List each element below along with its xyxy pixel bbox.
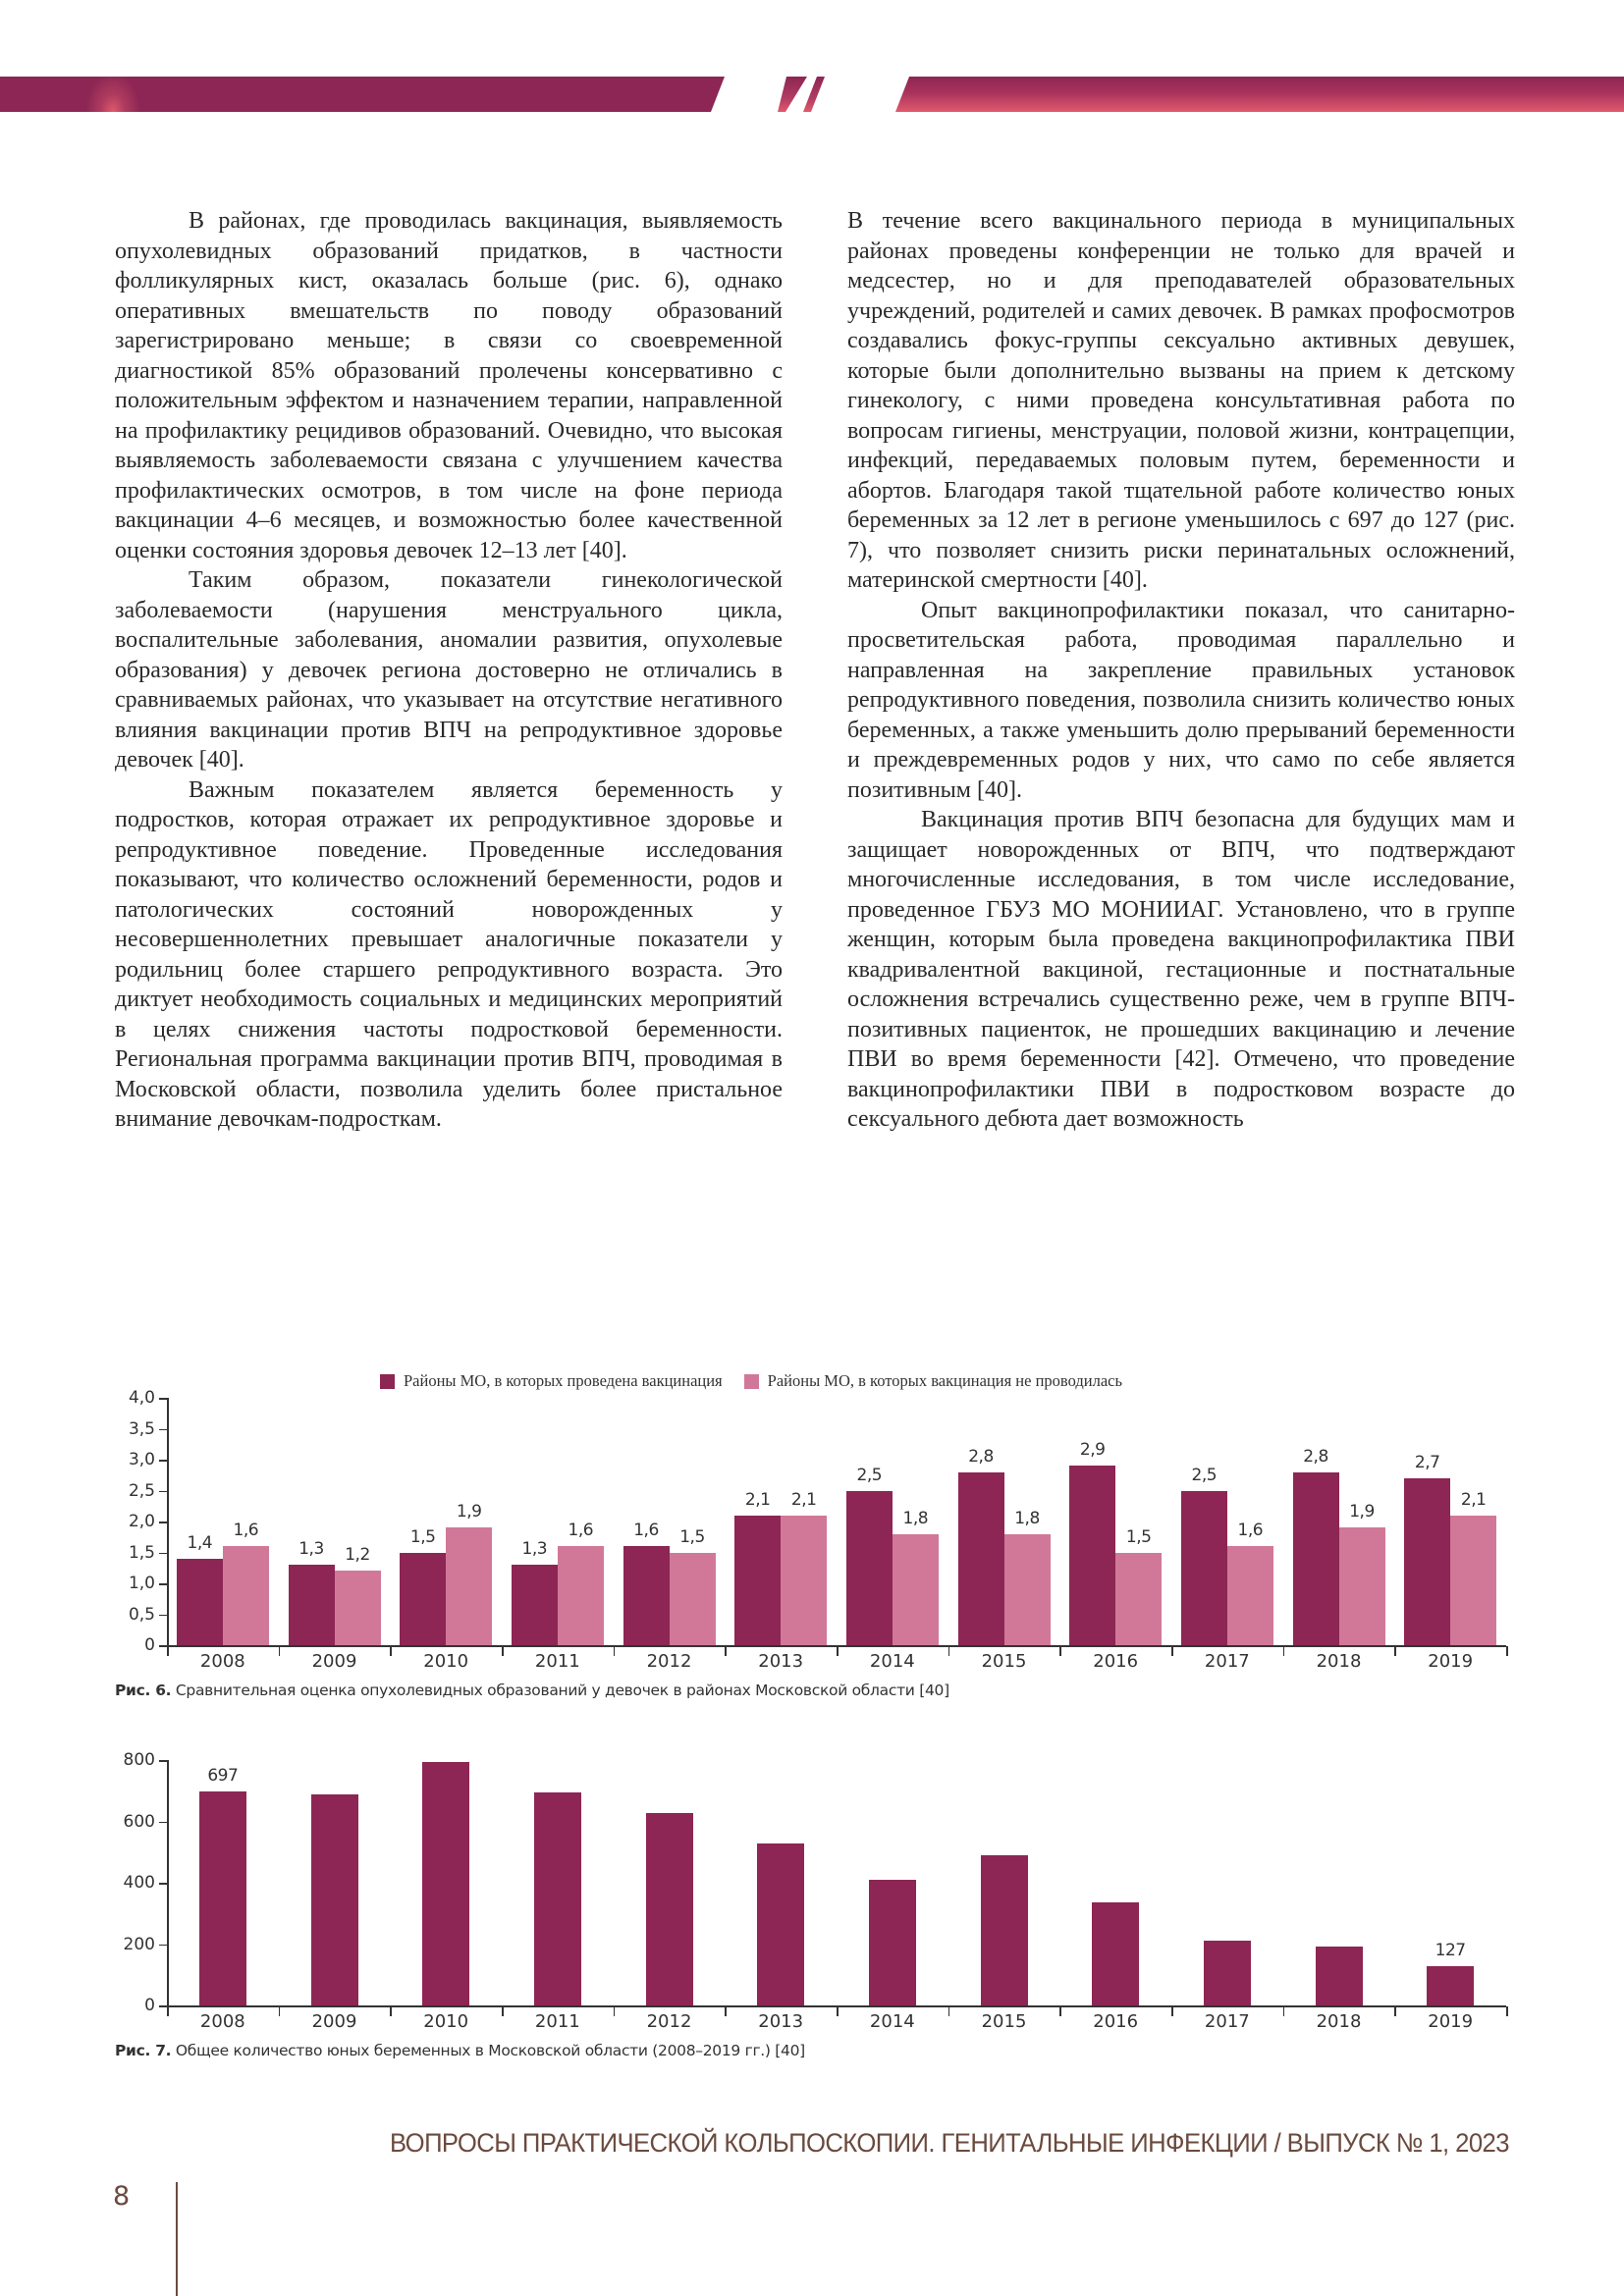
value-label: 2,8 bbox=[968, 1446, 994, 1467]
x-tick-label: 2009 bbox=[311, 1651, 357, 1672]
value-label: 1,4 bbox=[187, 1532, 213, 1553]
value-label: 2,8 bbox=[1303, 1446, 1328, 1467]
value-label: 127 bbox=[1435, 1941, 1466, 1961]
bar-2014-series-0 bbox=[869, 1880, 916, 2005]
value-label: 2,7 bbox=[1414, 1452, 1440, 1472]
figure-7-caption bbox=[115, 2042, 805, 2059]
value-label: 1,8 bbox=[1014, 1508, 1040, 1528]
paragraph: В течение всего вакцинального периода в муниципальных районах проведены конференции не только для врачей и медсестер, но и для преподавателей образовательных учреждений, родителей и самих девочек. В рамках профосмотров создавались фокус-группы сексуально активных девушек, которые были дополнительно вызваны на прием к детскому гинекологу, с ними проведена консультативная работа по вопросам гигиены, менструации, половой жизни, контрацепции, инфекций, передаваемых половым путем, беременности и абортов. Благодаря такой тщательной работе количество юных беременных за 12 лет в регионе уменьшилось с 697 до 127 (рис. 7), что позволяет снизить риски перинатальных осложнений, материнской смертности [40]. bbox=[847, 208, 1515, 593]
y-tick bbox=[159, 1822, 167, 1824]
bar-2018-series-0 bbox=[1316, 1947, 1363, 2005]
x-tick-label: 2018 bbox=[1316, 1651, 1362, 1672]
y-tick bbox=[159, 2005, 167, 2007]
paragraph: Важным показателем является беременность у подростков, которая отражает их репродуктивное здоровье и репродуктивное поведение. Проведенные исследования показывают, что количество осложнений беременности, родов и патологических состояний новорожденных у несовершеннолетних превышает аналогичные показатели у родильниц более старшего репродуктивного возраста. Это диктует необходимость социальных и медицинских мероприятий в целях снижения частоты подростковой беременности. Региональная программа вакцинации против ВПЧ, проводимая в Московской области, позволила уделить более пристальное внимание девочкам-подросткам. bbox=[115, 776, 783, 1132]
caption-text: Общее количество юных беременных в Московской области (2008–2019 гг.) [40] bbox=[171, 2042, 805, 2059]
y-tick-label: 600 bbox=[123, 1811, 155, 1832]
value-label: 1,9 bbox=[1349, 1502, 1375, 1522]
paragraph: В районах, где проводилась вакцинация, выявляемость опухолевидных образований придатков, в частности фолликулярных кист, оказалась больше (рис. 6), однако оперативных вмешательств по поводу образований зарегистрировано меньше; в связи со своевременной диагностикой 85% образований пролечены консервативно с положительным эффектом и назначением терапии, направленной на профилактику рецидивов образований. Очевидно, что высокая выявляемость заболеваемости связана с улучшением качества профилактических осмотров, в том числе на фоне периода вакцинации 4–6 месяцев, и возможностью более качественной оценки состояния здоровья девочек 12–13 лет [40]. bbox=[115, 208, 783, 563]
page-number: 8 bbox=[113, 2181, 131, 2212]
x-tick-label: 2008 bbox=[199, 1651, 245, 1672]
caption-label: Рис. 6. bbox=[115, 1682, 172, 1699]
value-label: 1,6 bbox=[633, 1521, 659, 1541]
y-tick-label: 400 bbox=[123, 1873, 155, 1893]
x-tick-label: 2014 bbox=[869, 1651, 915, 1672]
x-tick-label: 2019 bbox=[1428, 1651, 1474, 1672]
x-tick-label: 2014 bbox=[869, 2011, 915, 2032]
journal-title: ВОПРОСЫ ПРАКТИЧЕСКОЙ КОЛЬПОСКОПИИ. ГЕНИТАЛЬНЫЕ ИНФЕКЦИИ / ВЫПУСК № 1, 2023 bbox=[390, 2128, 1509, 2158]
y-tick-label: 2,5 bbox=[128, 1480, 155, 1501]
x-tick-label: 2019 bbox=[1428, 2011, 1474, 2032]
value-label: 1,5 bbox=[679, 1526, 705, 1547]
bar-2010-series-0 bbox=[422, 1762, 469, 2005]
bar-2008-series-0 bbox=[199, 1791, 246, 2005]
value-label: 2,5 bbox=[1191, 1465, 1218, 1485]
y-tick-label: 1,5 bbox=[128, 1542, 155, 1563]
x-tick-label: 2012 bbox=[646, 1651, 692, 1672]
x-tick-label: 2008 bbox=[199, 2011, 245, 2032]
x-tick-label: 2010 bbox=[423, 2011, 469, 2032]
x-tick-label: 2017 bbox=[1204, 1651, 1250, 1672]
y-tick-label: 3,0 bbox=[128, 1450, 155, 1469]
bar-2011-series-0 bbox=[534, 1792, 581, 2005]
y-tick-label: 0 bbox=[144, 1635, 155, 1655]
y-tick-label: 0 bbox=[144, 1996, 155, 2015]
value-label: 2,1 bbox=[790, 1489, 817, 1510]
value-label: 1,2 bbox=[345, 1545, 370, 1566]
caption-text: Сравнительная оценка опухолевидных образований у девочек в районах Московской области [40] bbox=[171, 1682, 949, 1699]
value-label: 2,1 bbox=[1460, 1489, 1487, 1510]
x-tick-label: 2010 bbox=[423, 1651, 469, 1672]
y-tick bbox=[159, 1760, 167, 1762]
paragraph: Таким образом, показатели гинекологической заболеваемости (нарушения менструального цикла, воспалительные заболевания, аномалии развития, опухолевые образования) у девочек региона достоверно не отличались в сравниваемых районах, что указывает на отсутствие негативного влияния вакцинации против ВПЧ на репродуктивное здоровье девочек [40]. bbox=[115, 567, 783, 773]
bar-2017-series-0 bbox=[1204, 1941, 1251, 2005]
x-tick-label: 2011 bbox=[534, 2011, 580, 2032]
paragraph: Вакцинация против ВПЧ безопасна для будущих мам и защищает новорожденных от ВПЧ, что подтверждают многочисленные исследования, в том числе исследование, проведенное ГБУЗ МО МОНИИАГ. Установлено, что в группе женщин, которым была проведена вакцинопрофилактика ПВИ квадривалентной вакциной, гестационные и постнатальные осложнения встречались существенно реже, чем в группе ВПЧ-позитивных пациенток, не прошедших вакцинацию и лечение ПВИ во время беременности [42]. Отмечено, что проведение вакцинопрофилактики ПВИ в подростковом возрасте до сексуального дебюта дает возможность bbox=[847, 807, 1515, 1132]
x-tick-label: 2017 bbox=[1204, 2011, 1250, 2032]
value-label: 1,3 bbox=[298, 1539, 324, 1560]
y-tick-label: 200 bbox=[123, 1934, 155, 1954]
value-label: 1,9 bbox=[456, 1502, 482, 1522]
footer-divider bbox=[176, 2182, 178, 2296]
x-tick-label: 2013 bbox=[758, 1651, 804, 1672]
x-tick-label: 2018 bbox=[1316, 2011, 1362, 2032]
value-label: 2,9 bbox=[1079, 1440, 1106, 1461]
x-tick bbox=[1506, 2006, 1508, 2016]
x-tick-label: 2015 bbox=[981, 2011, 1027, 2032]
bar-2016-series-0 bbox=[1092, 1902, 1139, 2005]
bar-2019-series-0 bbox=[1427, 1966, 1474, 2005]
y-tick-label: 800 bbox=[123, 1750, 155, 1770]
legend-label: Районы МО, в которых вакцинация не проводилась bbox=[767, 1371, 1122, 1390]
x-tick-label: 2013 bbox=[758, 2011, 804, 2032]
value-label: 2,1 bbox=[744, 1489, 771, 1510]
value-label: 1,6 bbox=[1237, 1521, 1264, 1541]
bar-2012-series-0 bbox=[646, 1813, 693, 2005]
y-tick-label: 1,0 bbox=[128, 1574, 155, 1593]
bar-2013-series-0 bbox=[757, 1843, 804, 2005]
value-label: 1,8 bbox=[902, 1508, 929, 1528]
y-tick bbox=[159, 1883, 167, 1885]
value-label: 1,5 bbox=[409, 1526, 436, 1547]
x-tick-label: 2016 bbox=[1093, 2011, 1139, 2032]
legend-label: Районы МО, в которых проведена вакцинация bbox=[404, 1371, 723, 1390]
value-label: 1,6 bbox=[568, 1521, 594, 1541]
x-tick-label: 2009 bbox=[311, 2011, 357, 2032]
y-axis bbox=[167, 1760, 169, 2006]
y-tick-label: 4,0 bbox=[128, 1388, 155, 1408]
value-label: 1,6 bbox=[233, 1521, 259, 1541]
paragraph: Опыт вакцинопрофилактики показал, что санитарно-просветительская работа, проводимая параллельно и направленная на закрепление правильных установок репродуктивного поведения, позволила снизить количество юных беременных, а также уменьшить долю прерываний беременности и преждевременных родов у них, что само по себе является позитивным [40]. bbox=[847, 597, 1515, 803]
x-tick-label: 2011 bbox=[534, 1651, 580, 1672]
x-tick-label: 2012 bbox=[646, 2011, 692, 2032]
bar-2009-series-0 bbox=[311, 1794, 358, 2005]
y-tick bbox=[159, 1945, 167, 1947]
value-label: 2,5 bbox=[856, 1465, 883, 1485]
value-label: 1,3 bbox=[521, 1539, 548, 1560]
x-tick-label: 2015 bbox=[981, 1651, 1027, 1672]
y-tick-label: 2,0 bbox=[128, 1512, 155, 1531]
y-tick-label: 3,5 bbox=[128, 1418, 155, 1439]
y-tick-label: 0,5 bbox=[128, 1604, 155, 1625]
value-label: 697 bbox=[207, 1766, 239, 1787]
bar-2015-series-0 bbox=[981, 1855, 1028, 2005]
x-tick-label: 2016 bbox=[1093, 1651, 1139, 1672]
value-label: 1,5 bbox=[1125, 1526, 1152, 1547]
caption-label: Рис. 7. bbox=[115, 2042, 172, 2059]
